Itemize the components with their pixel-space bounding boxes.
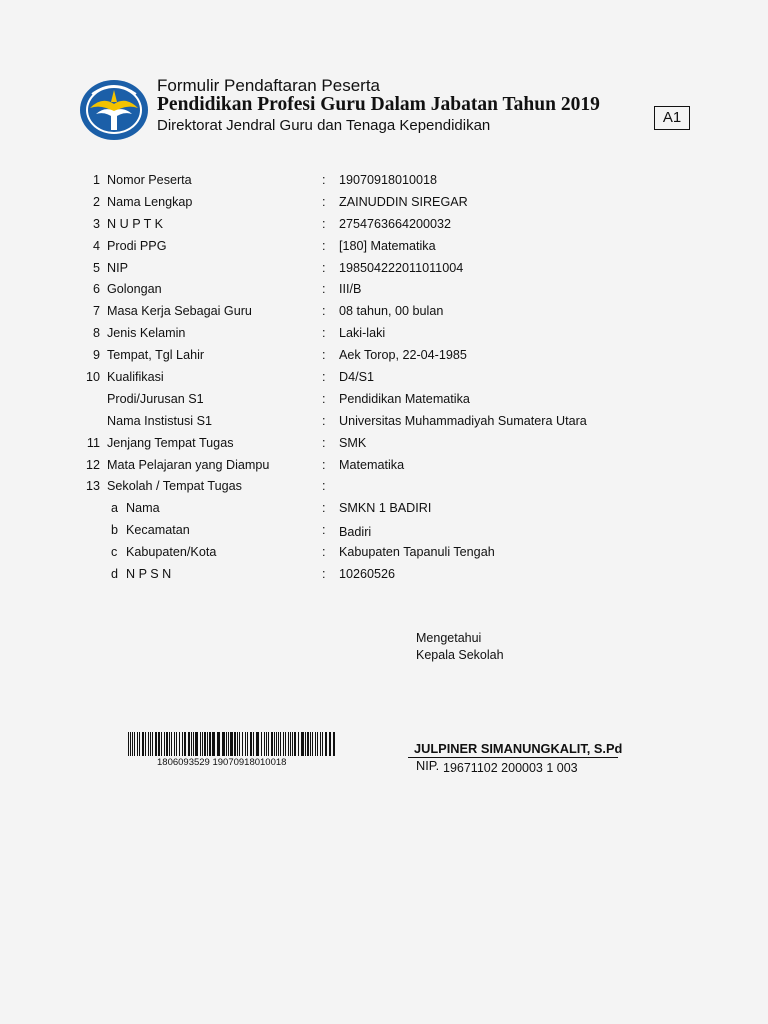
field-number: 12 [85, 457, 100, 472]
barcode-bar [176, 732, 177, 756]
field-colon: : [322, 348, 326, 363]
subfield-value: 10260526 [339, 567, 396, 582]
field-label: Mata Pelajaran yang Diampu [107, 457, 270, 472]
subfield-row [0, 521, 768, 543]
subfield-row [0, 543, 768, 565]
field-label: NIP [107, 260, 128, 275]
barcode-bar [152, 732, 153, 756]
field-row [0, 215, 768, 237]
barcode-bar [202, 732, 203, 756]
barcode-bar [130, 732, 131, 756]
barcode-bar [174, 732, 175, 756]
field-row [0, 477, 768, 499]
barcode-bar [142, 732, 144, 756]
barcode-bar [322, 732, 323, 756]
barcode-image [128, 732, 338, 756]
barcode-bar [179, 732, 180, 756]
subfield-letter: d [111, 567, 119, 582]
field-row [0, 456, 768, 478]
field-value: 19070918010018 [339, 173, 438, 187]
subfield-colon: : [322, 567, 326, 582]
barcode-bar [288, 732, 289, 756]
field-label: Masa Kerja Sebagai Guru [107, 304, 252, 319]
barcode-bar [264, 732, 265, 756]
barcode-bar [315, 732, 316, 756]
barcode-bar [283, 732, 284, 756]
barcode-bar [320, 732, 321, 756]
barcode-bar [161, 732, 162, 756]
field-colon: : [322, 413, 326, 428]
field-label: Tempat, Tgl Lahir [107, 348, 205, 363]
barcode-bar [245, 732, 246, 756]
field-row [0, 259, 768, 281]
field-label: Kualifikasi [107, 370, 164, 385]
subfield-label: Nama [126, 501, 160, 516]
field-colon: : [322, 391, 326, 406]
field-number: 5 [92, 260, 100, 275]
field-colon: : [322, 479, 326, 494]
field-number: 2 [92, 194, 100, 209]
field-label: Jenjang Tempat Tugas [107, 435, 234, 450]
field-value: Matematika [339, 457, 405, 472]
field-value: Aek Torop, 22-04-1985 [339, 348, 467, 363]
field-row [0, 280, 768, 302]
field-value: III/B [339, 282, 362, 297]
barcode-bar [268, 732, 269, 756]
barcode-bar [169, 732, 170, 756]
barcode-bar [285, 732, 286, 756]
field-value: 2754763664200032 [339, 216, 452, 231]
field-number: 6 [92, 282, 100, 297]
field-value: [180] Matematika [339, 238, 436, 253]
form-code-box: A1 [654, 106, 690, 130]
field-colon: : [322, 238, 326, 253]
barcode-bar [158, 732, 160, 756]
subfield-letter: b [111, 523, 119, 538]
directorate-title: Direktorat Jendral Guru dan Tenaga Kependidikan [157, 117, 491, 134]
barcode-bar [317, 732, 318, 756]
subfield-label: Kecamatan [126, 523, 190, 538]
barcode-bar [212, 732, 215, 756]
subfield-label: Kabupaten/Kota [126, 545, 217, 560]
subfield-colon: : [322, 545, 326, 560]
field-number: 10 [85, 370, 100, 385]
barcode-bar [253, 732, 254, 756]
barcode-bar [247, 732, 248, 756]
field-value: Laki-laki [339, 326, 386, 341]
field-value: 08 tahun, 00 bulan [339, 304, 444, 319]
subfield-letter: a [111, 501, 119, 516]
barcode-bar [271, 732, 273, 756]
field-colon: : [322, 370, 326, 385]
field-row [0, 412, 768, 434]
subfield-colon: : [322, 523, 326, 538]
barcode-bar [148, 732, 149, 756]
field-colon: : [322, 260, 326, 275]
barcode-bar [228, 732, 229, 756]
field-colon: : [322, 457, 326, 472]
principal-label: Kepala Sekolah [416, 648, 504, 662]
barcode-bar [242, 732, 243, 756]
field-colon: : [322, 194, 326, 209]
subfield-value: SMKN 1 BADIRI [339, 501, 432, 516]
barcode-bar [274, 732, 275, 756]
field-label: Prodi/Jurusan S1 [107, 391, 204, 406]
signature-underline [408, 757, 618, 758]
barcode-bar [307, 732, 309, 756]
barcode-bar [298, 732, 299, 756]
field-colon: : [322, 304, 326, 319]
barcode-bar [207, 732, 208, 756]
program-title: Pendidikan Profesi Guru Dalam Jabatan Tahun 2019 [157, 94, 600, 115]
field-colon: : [322, 173, 326, 187]
barcode-bar [217, 732, 220, 756]
acknowledged-label: Mengetahui [416, 631, 482, 645]
field-label: Nomor Peserta [107, 173, 192, 187]
form-fields [0, 171, 768, 587]
field-row [0, 171, 768, 193]
field-number: 8 [92, 326, 100, 341]
field-colon: : [322, 435, 326, 450]
field-value: 198504222011011004 [339, 260, 464, 275]
barcode-bar [276, 732, 277, 756]
barcode-bar [128, 732, 129, 756]
barcode-bar [226, 732, 227, 756]
tut-wuri-handayani-logo [78, 78, 150, 142]
barcode-bar [209, 732, 211, 756]
barcode-bar [184, 732, 186, 756]
barcode-bar [193, 732, 194, 756]
subfield-label: N P S N [126, 567, 172, 582]
field-number: 13 [85, 479, 100, 494]
barcode-bar [310, 732, 311, 756]
field-label: Nama Lengkap [107, 194, 193, 209]
subfield-letter: c [111, 545, 118, 560]
field-row [0, 346, 768, 368]
barcode-bar [294, 732, 296, 756]
barcode-bar [134, 732, 135, 756]
field-label: Prodi PPG [107, 238, 167, 253]
barcode-bar [280, 732, 281, 756]
barcode-bar [292, 732, 293, 756]
field-row [0, 324, 768, 346]
barcode-bar [312, 732, 313, 756]
field-row [0, 237, 768, 259]
field-number: 11 [86, 435, 100, 450]
barcode-bar [256, 732, 259, 756]
barcode-bar [155, 732, 157, 756]
field-number: 7 [92, 304, 100, 319]
barcode-bar [182, 732, 183, 756]
barcode-bar [230, 732, 233, 756]
barcode-bar [305, 732, 306, 756]
field-row [0, 390, 768, 412]
field-row [0, 193, 768, 215]
form-title: Formulir Pendaftaran Peserta [157, 76, 380, 95]
field-row [0, 434, 768, 456]
barcode-bar [333, 732, 335, 756]
barcode-bar [145, 732, 146, 756]
barcode-bar [301, 732, 304, 756]
field-row [0, 368, 768, 390]
principal-nip-label: NIP. [416, 758, 440, 773]
barcode-bar [191, 732, 192, 756]
barcode-bar [164, 732, 165, 756]
field-number: 3 [92, 216, 100, 231]
field-label: Golongan [107, 282, 162, 297]
subfield-row [0, 565, 768, 587]
barcode-bar [222, 732, 225, 756]
field-value: D4/S1 [339, 370, 375, 385]
field-value: SMK [339, 435, 367, 450]
barcode-bar [325, 732, 327, 756]
barcode-bar [329, 732, 331, 756]
barcode-bar [261, 732, 262, 756]
barcode-bar [239, 732, 240, 756]
subfield-colon: : [322, 501, 326, 516]
subfield-value: Badiri [339, 525, 372, 540]
barcode-bar [132, 732, 133, 756]
principal-name: JULPINER SIMANUNGKALIT, S.Pd [414, 741, 623, 756]
field-colon: : [322, 282, 326, 297]
field-value: Universitas Muhammadiyah Sumatera Utara [339, 413, 587, 428]
barcode-bar [139, 732, 140, 756]
barcode-bar [150, 732, 151, 756]
barcode-bar [171, 732, 172, 756]
barcode-bar [237, 732, 238, 756]
subfield-value: Kabupaten Tapanuli Tengah [339, 545, 495, 560]
subfield-row [0, 499, 768, 521]
field-label: Sekolah / Tempat Tugas [107, 479, 242, 494]
barcode-bar [234, 732, 236, 756]
field-colon: : [322, 216, 326, 231]
barcode-bar [166, 732, 168, 756]
field-number: 9 [92, 348, 100, 363]
barcode-bar [250, 732, 252, 756]
field-label: Nama Instistusi S1 [107, 413, 212, 428]
field-number: 4 [92, 238, 100, 253]
field-value: ZAINUDDIN SIREGAR [339, 194, 468, 209]
field-label: Jenis Kelamin [107, 326, 186, 341]
barcode-bar [200, 732, 201, 756]
barcode-bar [195, 732, 198, 756]
barcode-bar [188, 732, 190, 756]
barcode-bar [290, 732, 291, 756]
field-label: N U P T K [107, 216, 163, 231]
field-row [0, 302, 768, 324]
principal-nip-value: 19671102 200003 1 003 [443, 761, 578, 775]
field-number: 1 [92, 173, 100, 187]
barcode-number: 1806093529 19070918010018 [157, 757, 287, 768]
barcode-bar [204, 732, 206, 756]
barcode-bar [137, 732, 138, 756]
barcode-bar [266, 732, 267, 756]
field-colon: : [322, 326, 326, 341]
barcode-bar [278, 732, 279, 756]
field-value: Pendidikan Matematika [339, 391, 470, 406]
